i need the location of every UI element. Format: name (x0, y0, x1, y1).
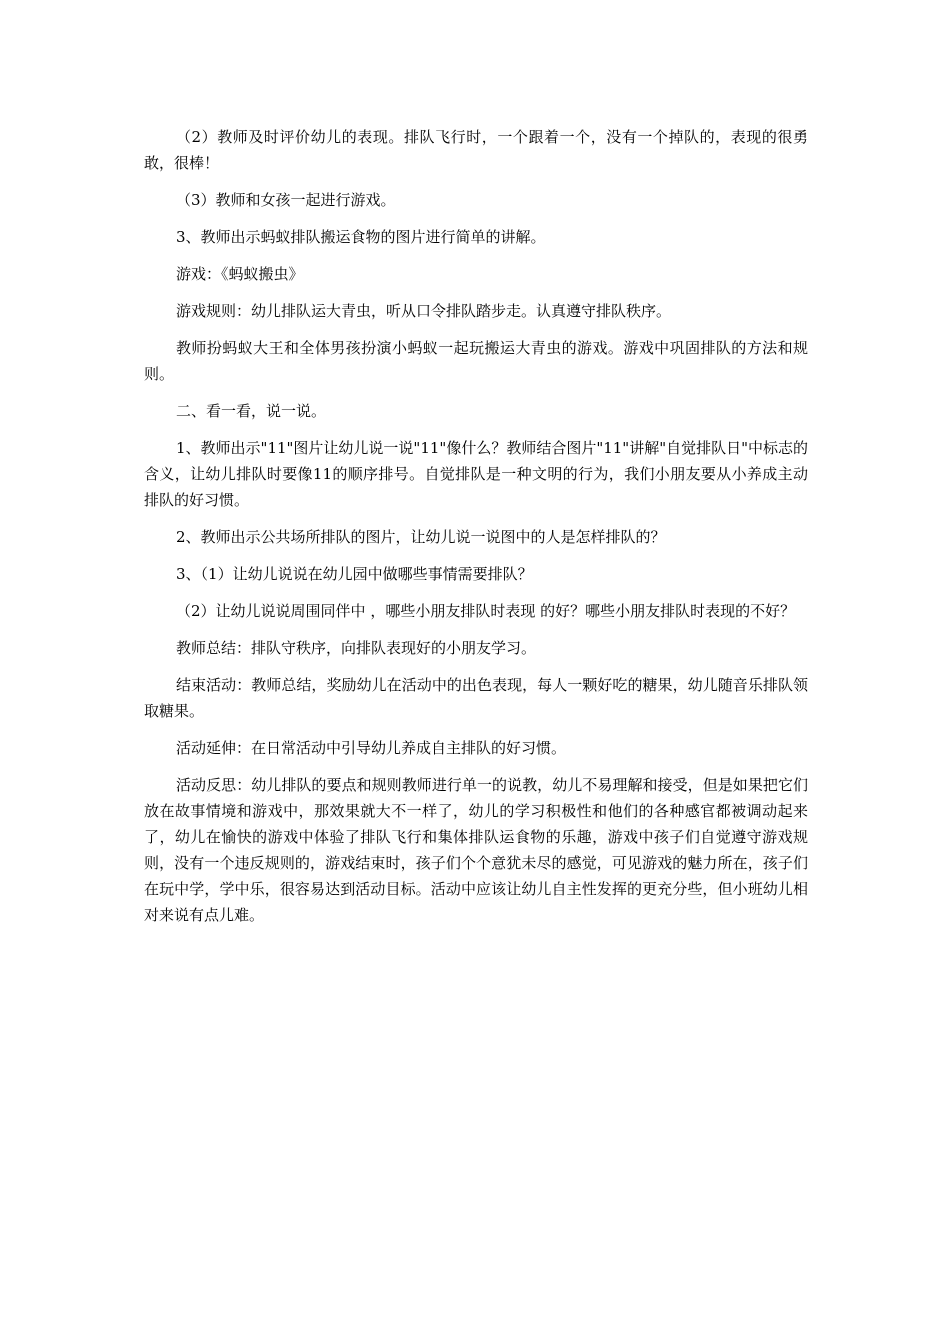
paragraph: 2、教师出示公共场所排队的图片，让幼儿说一说图中的人是怎样排队的？ (176, 528, 666, 546)
paragraph: （3）教师和女孩一起进行游戏。 (176, 191, 396, 209)
paragraph: 3、教师出示蚂蚁排队搬运食物的图片进行简单的讲解。 (176, 228, 546, 246)
paragraph: 结束活动：教师总结，奖励幼儿在活动中的出色表现，每人一颗好吃的糖果，幼儿随音乐排队领取糖果。 (144, 676, 808, 720)
paragraph: 活动延伸：在日常活动中引导幼儿养成自主排队的好习惯。 (176, 739, 567, 757)
paragraph: 教师扮蚂蚁大王和全体男孩扮演小蚂蚁一起玩搬运大青虫的游戏。游戏中巩固排队的方法和规则。 (144, 339, 808, 383)
paragraph: 活动反思：幼儿排队的要点和规则教师进行单一的说教，幼儿不易理解和接受，但是如果把它们放在故事情境和游戏中，那效果就大不一样了，幼儿的学习积极性和他们的各种感官都被调动起来了，幼儿在愉快的游戏中体验了排队飞行和集体排队运食物的乐趣，游戏中孩子们自觉遵守游戏规则，没有一个违反规则的，游戏结束时，孩子们个个意犹未尽的感觉，可见游戏的魅力所在，孩子们在玩中学，学中乐，很容易达到活动目标。活动中应该让幼儿自主性发挥的更充分些，但小班幼儿相对来说有点儿难。 (144, 776, 808, 924)
paragraph: 游戏规则：幼儿排队运大青虫，听从口令排队踏步走。认真遵守排队秩序。 (176, 302, 672, 320)
section-heading: 二、看一看，说一说。 (176, 402, 327, 420)
paragraph: 教师总结：排队守秩序，向排队表现好的小朋友学习。 (176, 639, 537, 657)
paragraph: （2）让幼儿说说周围同伴中 ，哪些小朋友排队时表现 的好？哪些小朋友排队时表现的不好？ (176, 602, 796, 620)
paragraph: 游戏：《蚂蚁搬虫》 (176, 265, 304, 283)
paragraph: （2）教师及时评价幼儿的表现。排队飞行时，一个跟着一个，没有一个掉队的，表现的很勇敢，很棒！ (144, 128, 808, 172)
document-body (144, 124, 808, 939)
paragraph: 1、教师出示"11"图片让幼儿说一说"11"像什么？教师结合图片"11"讲解"自觉排队日"中标志的含义，让幼儿排队时要像11的顺序排号。自觉排队是一种文明的行为，我们小朋友要从小养成主动排队的好习惯。 (144, 439, 809, 509)
paragraph: 3、（1）让幼儿说说在幼儿园中做哪些事情需要排队？ (176, 565, 533, 583)
